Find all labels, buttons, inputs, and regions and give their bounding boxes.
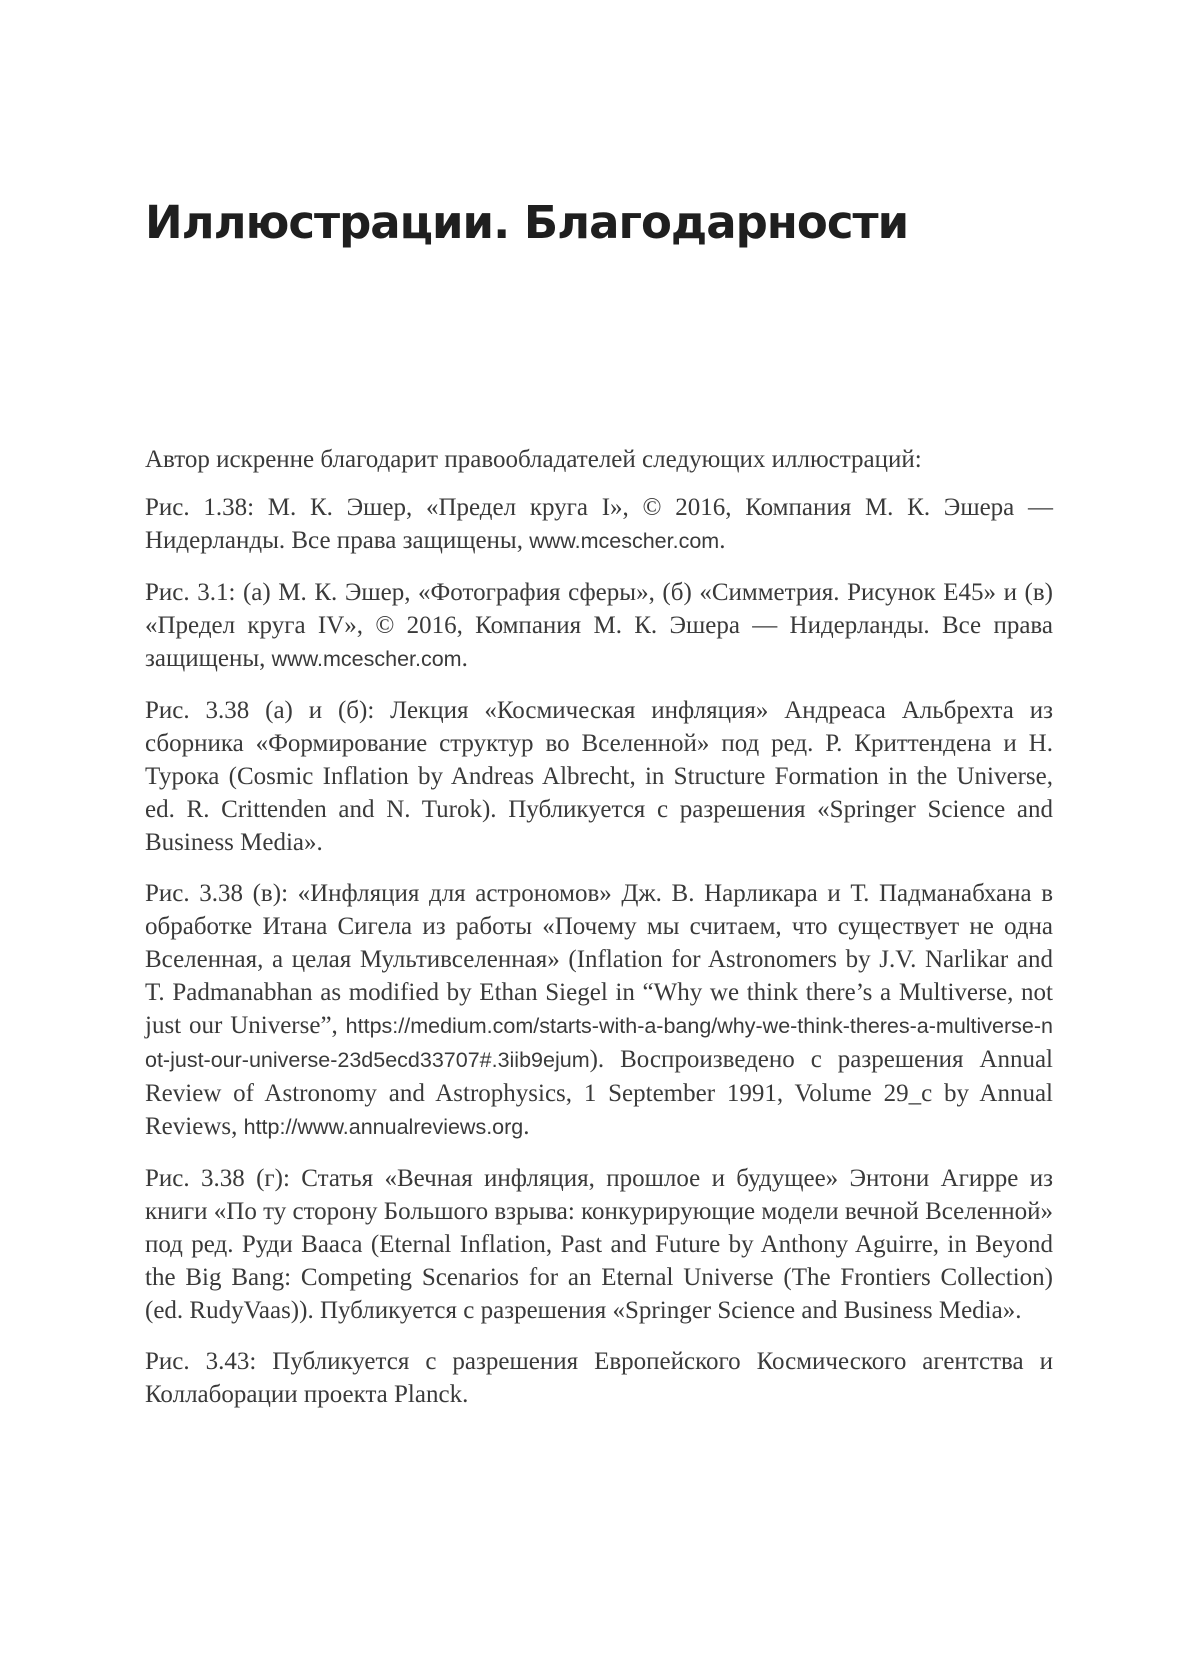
credit-url: https://medium.com/starts-with-a-bang/why-we-think-theres-a-multiverse-not-just-our-universe-23d5ecd33707#.3iib9ejum [145,1014,1053,1072]
credit-url: http://www.annualreviews.org [243,1115,524,1139]
credit-text: Рис. 3.38 (а) и (б): Лекция «Космическая инфляция» Андреаса Альбрехта из сборника «Формирование структур во Вселенной» под ред. Р. Криттендена и Н. Турока (Cosmic Inflation by Andreas Albrecht, in Structure Formation in the Universe, ed. R. Crittenden and N. Turok). Публикуется с разрешения «Springer Science and Business Media». [145,697,1053,856]
page-title: Иллюстрации. Благодарности [145,196,909,249]
credit-text: Рис. 3.1: (а) М. К. Эшер, «Фотография сферы», (б) «Симметрия. Рисунок E45» и (в) «Предел круга IV», © 2016, Компания М. К. Эшера — Нидерланды. Все права защищены, [145,579,1053,672]
credit-text: . [461,645,468,672]
credit-text: Рис. 1.38: М. К. Эшер, «Предел круга I», © 2016, Компания М. К. Эшера — Нидерланды. Все права защищены, [145,494,1053,554]
credit-paragraph-fig-3-38-ab [145,694,1053,859]
credit-paragraph-fig-3-1 [145,576,1053,676]
credit-text: Рис. 3.38 (г): Статья «Вечная инфляция, прошлое и будущее» Энтони Агирре из книги «По ту сторону Большого взрыва: конкурирующие модели вечной Вселенной» под ред. Руди Вааса (Eternal Inflation, Past and Future by Anthony Aguirre, in Beyond the Big Bang: Competing Scenarios for an Eternal Universe (The Frontiers Collection) (ed. RudyVaas)). Публикуется с разрешения «Springer Science and Business Media». [145,1165,1053,1324]
credits-body [145,443,1053,1429]
credit-url: www.mcescher.com [271,647,462,671]
credit-paragraph-fig-3-38-v [145,877,1053,1144]
credit-paragraph-fig-3-38-g [145,1162,1053,1327]
credit-url: www.mcescher.com [529,529,720,553]
credit-text: Рис. 3.38 (в): «Инфляция для астрономов» Дж. В. Нарликара и Т. Падманабхана в обработке Итана Сигела из работы «Почему мы считаем, что существует не одна Вселенная, а целая Мультивселенная» (Inflation for Astronomers by J.V. Narlikar and T. Padmanabhan as modified by Ethan Siegel in “Why we think there’s a Multiverse, not just our Universe”, [145,880,1053,1039]
credit-text: ). Воспроизведено с разрешения Annual Review of Astronomy and Astrophysics, 1 September 1991, Volume 29_c by Annual Reviews, [145,1046,1053,1140]
credit-paragraph-fig-1-38 [145,491,1053,558]
credit-text: . [719,527,726,554]
credit-text: Рис. 3.43: Публикуется с разрешения Европейского Космического агентства и Коллаборации проекта Planck. [145,1348,1053,1408]
intro-paragraph: Автор искренне благодарит правообладателей следующих иллюстраций: [145,446,922,473]
credit-paragraph-fig-3-43 [145,1345,1053,1411]
credit-text: . [523,1113,530,1140]
